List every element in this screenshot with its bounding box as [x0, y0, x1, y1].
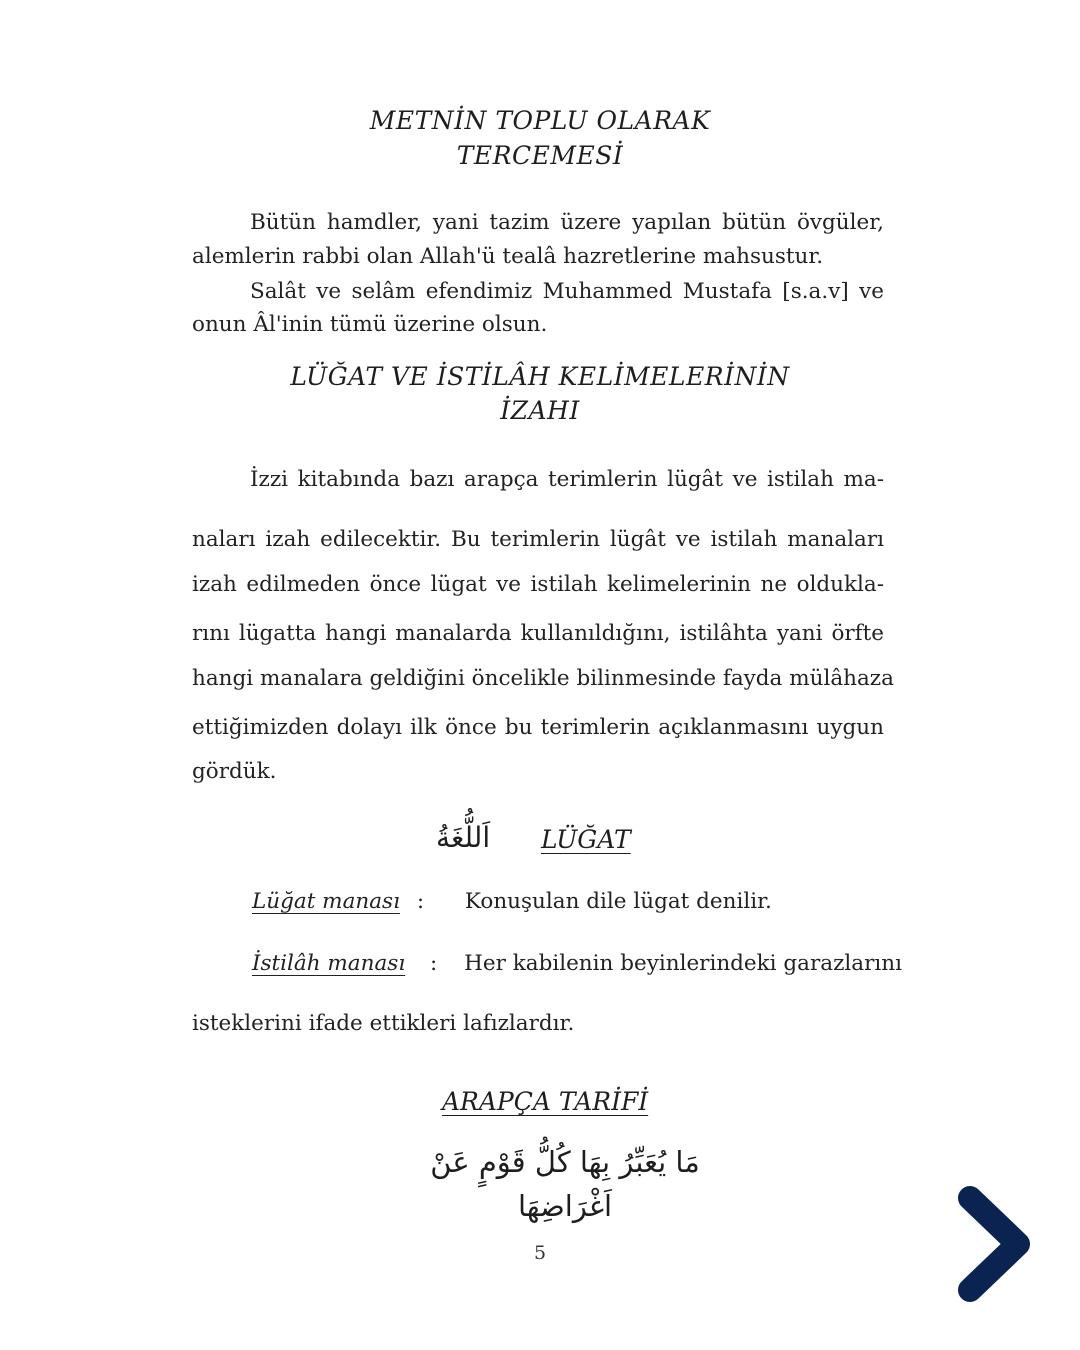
title-line-2: TERCEMESİ	[456, 141, 624, 170]
section-title-line-2: İZAHI	[500, 396, 580, 425]
body-line-3: izah edilmeden önce lügat ve istilah kelimelerinin ne oldukla-	[192, 572, 884, 597]
section-title-line-1: LÜĞAT VE İSTİLÂH KELİMELERİNİN	[290, 362, 790, 391]
lugat-separator: :	[416, 889, 425, 914]
arabic-def-text: مَا يُعَبِّرُ بِهَا كُلُّ قَوْمٍ عَنْ اَغْرَاضِهَا	[430, 1145, 700, 1223]
body-line-7: gördük.	[192, 759, 277, 784]
body-line-6: ettiğimizden dolayı ilk önce bu terimlerin açıklanmasını uygun	[192, 715, 884, 740]
body-line-2: naları izah edilecektir. Bu terimlerin lügât ve istilah manaları	[192, 527, 884, 552]
title-line-1: METNİN TOPLU OLARAK	[369, 106, 711, 135]
istilah-separator: :	[430, 951, 438, 976]
page-number: 5	[533, 1242, 547, 1264]
lugat-arabic: اَللُّغَةُ	[436, 821, 491, 854]
arabic-def-heading: ARAPÇA TARİFİ	[442, 1087, 649, 1116]
lugat-heading: LÜĞAT	[541, 825, 631, 854]
istilah-text-2: isteklerini ifade ettikleri lafızlardır.	[192, 1011, 575, 1036]
intro-p2-line1: Salât ve selâm efendimiz Muhammed Mustafa [s.a.v] ve	[250, 279, 884, 304]
body-line-4: rını lügatta hangi manalarda kullanıldığını, istilâhta yani örfte	[192, 621, 884, 646]
body-line-1: İzzi kitabında bazı arapça terimlerin lügât ve istilah ma-	[250, 467, 884, 492]
next-page-button[interactable]	[948, 1182, 1040, 1306]
istilah-label: İstilâh manası	[252, 951, 406, 976]
body-line-5: hangi manalara geldiğini öncelikle bilinmesinde fayda mülâhaza	[192, 666, 894, 691]
lugat-label: Lüğat manası	[252, 889, 400, 914]
lugat-text: Konuşulan dile lügat denilir.	[464, 889, 772, 914]
lugat-definition	[252, 887, 884, 917]
intro-p1-line1: Bütün hamdler, yani tazim üzere yapılan bütün övgüler,	[250, 210, 884, 235]
istilah-text: Her kabilenin beyinlerindeki garazlarını	[464, 951, 902, 976]
chevron-right-icon	[948, 1182, 1040, 1306]
intro-p1-line2: alemlerin rabbi olan Allah'ü tealâ hazretlerine mahsustur.	[192, 244, 824, 269]
istilah-definition	[252, 949, 902, 979]
intro-p2-line2: onun Âl'inin tümü üzerine olsun.	[192, 312, 548, 337]
